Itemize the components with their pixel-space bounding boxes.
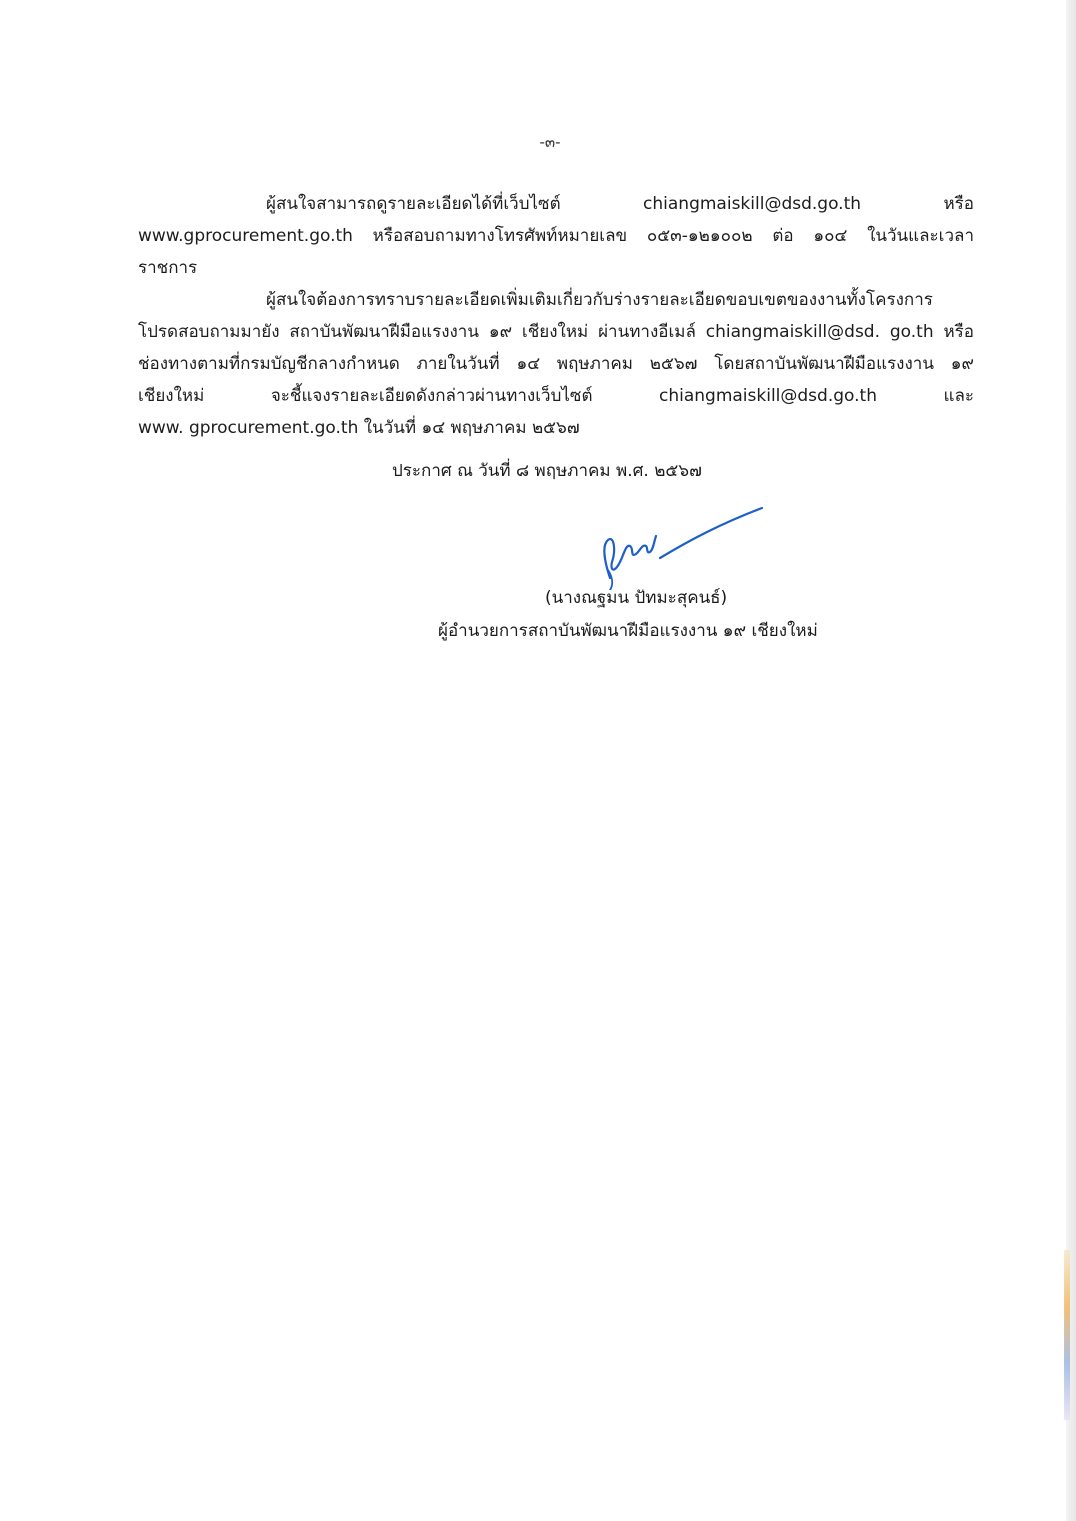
paragraph2-line1: ผู้สนใจต้องการทราบรายละเอียดเพิ่มเติมเกี่ยวกับร่างรายละเอียดขอบเขตของงานทั้งโครงการ — [266, 290, 933, 310]
paragraph2-line3: ช่องทางตามที่กรมบัญชีกลางกำหนด ภายในวันที่ ๑๔ พฤษภาคม ๒๕๖๗ โดยสถาบันพัฒนาฝีมือแรงงาน ๑๙ — [138, 354, 974, 374]
paragraph1-line2: www.gprocurement.go.th หรือสอบถามทางโทรศัพท์หมายเลข ๐๕๓-๑๒๑๐๐๒ ต่อ ๑๐๔ ในวันและเวลา — [138, 226, 974, 246]
signer-name: (นางณฐมน ปัทมะสุคนธ์) — [545, 588, 728, 608]
page-number: -๓- — [539, 133, 561, 151]
signer-title: ผู้อำนวยการสถาบันพัฒนาฝีมือแรงงาน ๑๙ เชียงใหม่ — [438, 621, 818, 641]
announcement-date: ประกาศ ณ วันที่ ๘ พฤษภาคม พ.ศ. ๒๕๖๗ — [392, 461, 702, 481]
paragraph1-line1: ผู้สนใจสามารถดูรายละเอียดได้ที่เว็บไซต์ chiangmaiskill@dsd.go.th หรือ — [266, 194, 974, 214]
handwritten-signature — [590, 500, 770, 590]
paragraph2-line2: โปรดสอบถามมายัง สถาบันพัฒนาฝีมือแรงงาน ๑๙ เชียงใหม่ ผ่านทางอีเมล์ chiangmaiskill@dsd. go.th หรือ — [138, 322, 974, 342]
paragraph1-line3: ราชการ — [138, 258, 198, 278]
scan-edge-color-artifact — [1064, 1250, 1070, 1420]
paragraph2-line4: เชียงใหม่ จะชี้แจงรายละเอียดดังกล่าวผ่านทางเว็บไซต์ chiangmaiskill@dsd.go.th และ — [138, 386, 974, 406]
paragraph2-line5: www. gprocurement.go.th ในวันที่ ๑๔ พฤษภาคม ๒๕๖๗ — [138, 418, 580, 438]
